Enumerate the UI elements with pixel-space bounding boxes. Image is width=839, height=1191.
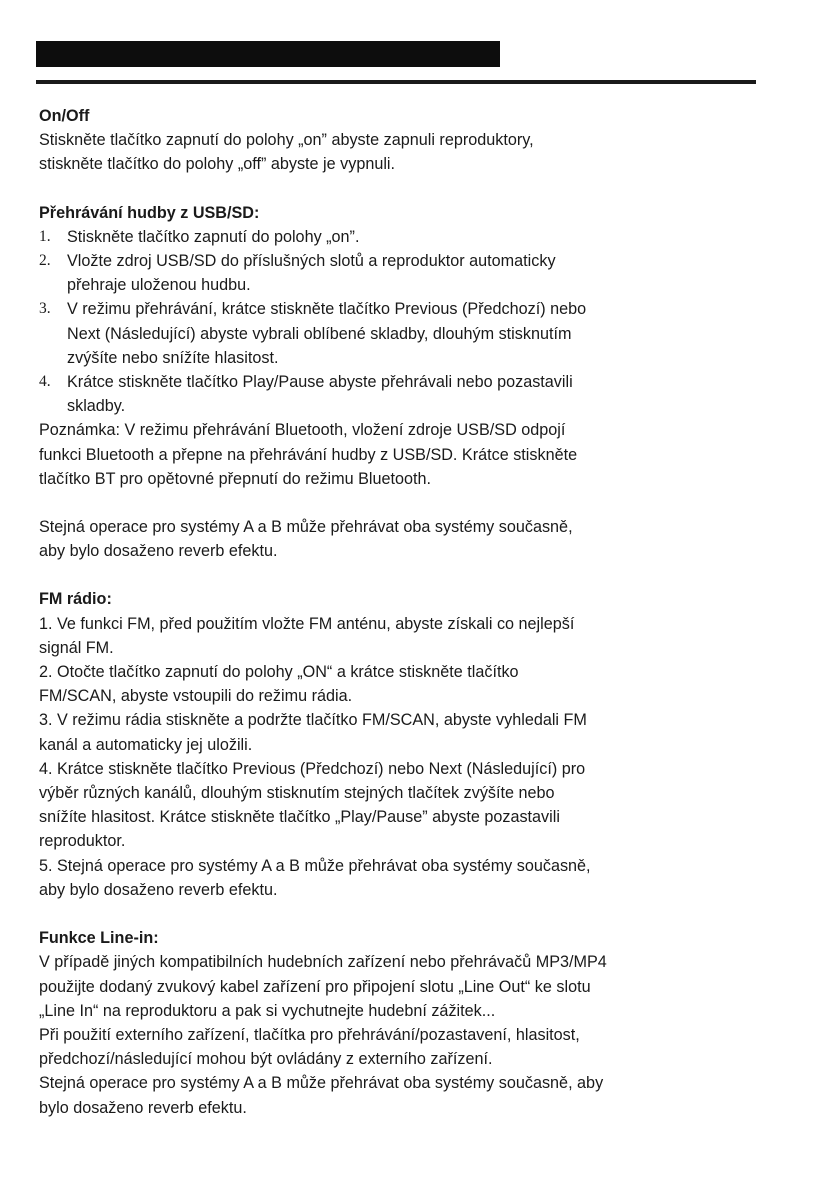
- fm-line: FM/SCAN, abyste vstoupili do režimu rádia.: [39, 687, 353, 706]
- usb-same-line: aby bylo dosaženo reverb efektu.: [39, 542, 278, 561]
- header-rule: [36, 80, 756, 84]
- fm-line: 4. Krátce stiskněte tlačítko Previous (Předchozí) nebo Next (Následující) pro: [39, 759, 586, 778]
- list-item: [39, 225, 729, 249]
- list-item-text: Stiskněte tlačítko zapnutí do polohy „on”.: [67, 227, 360, 246]
- list-item: [39, 249, 729, 297]
- fm-line: 2. Otočte tlačítko zapnutí do polohy „ON“ a krátce stiskněte tlačítko: [39, 663, 519, 682]
- list-item-text: Vložte zdroj USB/SD do příslušných slotů a reproduktor automaticky: [67, 252, 556, 271]
- list-item-text: zvýšíte nebo snížíte hlasitost.: [67, 348, 279, 367]
- manual-content: [39, 104, 729, 1120]
- linein-line: Stejná operace pro systémy A a B může přehrávat oba systémy současně, aby: [39, 1074, 604, 1093]
- fm-heading: FM rádio:: [39, 590, 112, 609]
- fm-line: 3. V režimu rádia stiskněte a podržte tlačítko FM/SCAN, abyste vyhledali FM: [39, 711, 587, 730]
- linein-line: bylo dosaženo reverb efektu.: [39, 1098, 247, 1117]
- list-item-text: skladby.: [67, 397, 126, 416]
- linein-line: V případě jiných kompatibilních hudebních zařízení nebo přehrávačů MP3/MP4: [39, 953, 607, 972]
- usb-note-line: funkci Bluetooth a přepne na přehrávání hudby z USB/SD. Krátce stiskněte: [39, 445, 578, 464]
- fm-line: kanál a automaticky jej uložili.: [39, 735, 253, 754]
- list-item-text: Next (Následující) abyste vybrali oblíbené skladby, dlouhým stisknutím: [67, 324, 572, 343]
- list-item-text: přehraje uloženou hudbu.: [67, 276, 251, 295]
- linein-line: Při použití externího zařízení, tlačítka pro přehrávání/pozastavení, hlasitost,: [39, 1025, 580, 1044]
- list-item: [39, 370, 729, 418]
- list-number: 3.: [39, 300, 51, 318]
- fm-line: snížíte hlasitost. Krátce stiskněte tlačítko „Play/Pause” abyste pozastavili: [39, 808, 560, 827]
- linein-line: předchozí/následující mohou být ovládány z externího zařízení.: [39, 1050, 493, 1069]
- list-item-text: Krátce stiskněte tlačítko Play/Pause abyste přehrávali nebo pozastavili: [67, 373, 573, 392]
- usb-note-line: tlačítko BT pro opětovné přepnutí do režimu Bluetooth.: [39, 469, 432, 488]
- fm-line: 5. Stejná operace pro systémy A a B může přehrávat oba systémy současně,: [39, 856, 591, 875]
- fm-line: reproduktor.: [39, 832, 126, 851]
- list-number: 4.: [39, 373, 51, 391]
- usb-note-line: Poznámka: V režimu přehrávání Bluetooth, vložení zdroje USB/SD odpojí: [39, 421, 566, 440]
- header-bar: [36, 41, 500, 67]
- onoff-text-line: Stiskněte tlačítko zapnutí do polohy „on” abyste zapnuli reproduktory,: [39, 131, 534, 150]
- list-number: 2.: [39, 252, 51, 270]
- fm-line: aby bylo dosaženo reverb efektu.: [39, 880, 278, 899]
- usb-steps-list: [39, 225, 729, 419]
- usb-heading: Přehrávání hudby z USB/SD:: [39, 203, 260, 222]
- list-number: 1.: [39, 227, 51, 245]
- onoff-text-line: stiskněte tlačítko do polohy „off” abyste je vypnuli.: [39, 155, 396, 174]
- fm-line: signál FM.: [39, 638, 114, 657]
- linein-line: „Line In“ na reproduktoru a pak si vychutnejte hudební zážitek...: [39, 1001, 496, 1020]
- linein-line: použijte dodaný zvukový kabel zařízení pro připojení slotu „Line Out“ ke slotu: [39, 977, 591, 996]
- onoff-heading: On/Off: [39, 107, 90, 125]
- list-item: [39, 297, 729, 370]
- usb-same-line: Stejná operace pro systémy A a B může přehrávat oba systémy současně,: [39, 518, 573, 537]
- linein-heading: Funkce Line-in:: [39, 929, 159, 948]
- fm-line: výběr různých kanálů, dlouhým stisknutím stejných tlačítek zvýšíte nebo: [39, 784, 555, 803]
- list-item-text: V režimu přehrávání, krátce stiskněte tlačítko Previous (Předchozí) nebo: [67, 300, 587, 319]
- fm-line: 1. Ve funkci FM, před použitím vložte FM anténu, abyste získali co nejlepší: [39, 614, 575, 633]
